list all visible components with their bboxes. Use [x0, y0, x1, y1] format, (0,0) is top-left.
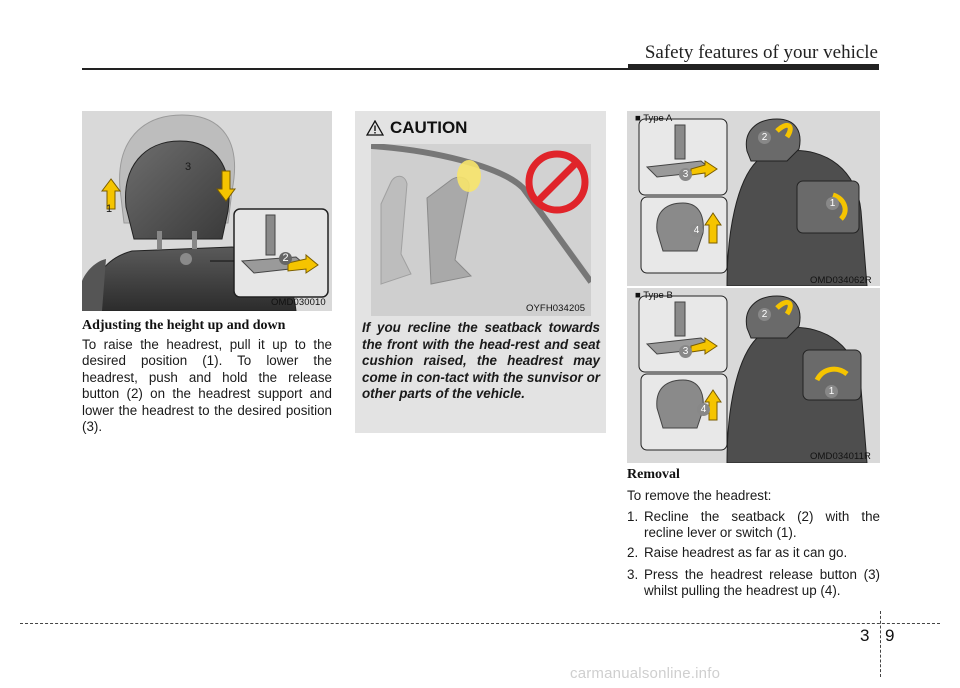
watermark: carmanualsonline.info	[570, 665, 721, 682]
step-number: 1.	[627, 509, 639, 524]
figure-code-oyfh034205: OYFH034205	[526, 303, 586, 314]
callout-3: 3	[185, 161, 192, 173]
page-number: 9	[885, 626, 895, 645]
step-text: Raise headrest as far as it can go.	[644, 545, 848, 560]
type-b-label: ■ Type B	[635, 290, 673, 301]
headrest-height-illustration	[82, 111, 332, 311]
callout-2: 2	[279, 252, 292, 265]
caution-text: If you recline the seatback towards the front with the head-rest and seat cushion raised, the headrest may come in con-tact with the sunvisor or other parts of the vehicle.	[362, 320, 600, 402]
type-a-label: ■ Type A	[635, 113, 673, 124]
footer-dashed-divider	[880, 611, 881, 677]
removal-intro: To remove the headrest:	[627, 488, 772, 503]
type-a-callout-1: 1	[826, 197, 839, 210]
step-text: Press the headrest release button (3) whilst pulling the headrest up (4).	[644, 567, 880, 599]
type-b-callout-2: 2	[758, 308, 771, 321]
step-number: 3.	[627, 567, 639, 582]
type-b-callout-3: 3	[679, 345, 692, 358]
type-a-callout-4: 4	[690, 224, 703, 237]
type-a-callout-2: 2	[758, 131, 771, 144]
type-b-illustration	[627, 288, 880, 463]
type-a-figure	[627, 111, 880, 286]
callout-1: 1	[106, 203, 113, 215]
heading-removal: Removal	[627, 467, 680, 482]
heading-adjust-height: Adjusting the height up and down	[82, 318, 286, 333]
type-b-figure	[627, 288, 880, 463]
figure-code-omd030010: OMD030010	[271, 297, 326, 308]
caution-title: CAUTION	[390, 118, 468, 137]
type-a-illustration	[627, 111, 880, 286]
figure-code-omd034011r: OMD034011R	[810, 451, 872, 462]
type-b-callout-1: 1	[825, 385, 838, 398]
figure-code-omd034062r: OMD034062R	[810, 275, 872, 286]
type-a-callout-3: 3	[679, 168, 692, 181]
caution-figure	[371, 144, 591, 316]
page-header-title: Safety features of your vehicle	[644, 42, 878, 63]
adjust-height-body: To raise the headrest, pull it up to the desired position (1). To lower the headrest, push and hold the release button (2) on the headrest support and lower the headrest to the desired position (3).	[82, 337, 332, 435]
warning-triangle-icon	[366, 120, 384, 136]
footer-dashed-rule	[20, 623, 940, 624]
type-b-callout-4: 4	[697, 403, 710, 416]
chapter-number: 3	[860, 626, 870, 645]
header-rule-accent	[628, 64, 879, 70]
step-text: Recline the seatback (2) with the recline lever or switch (1).	[644, 509, 880, 541]
step-number: 2.	[627, 545, 639, 560]
headrest-height-figure	[82, 111, 332, 311]
recline-contact-illustration	[371, 144, 591, 316]
